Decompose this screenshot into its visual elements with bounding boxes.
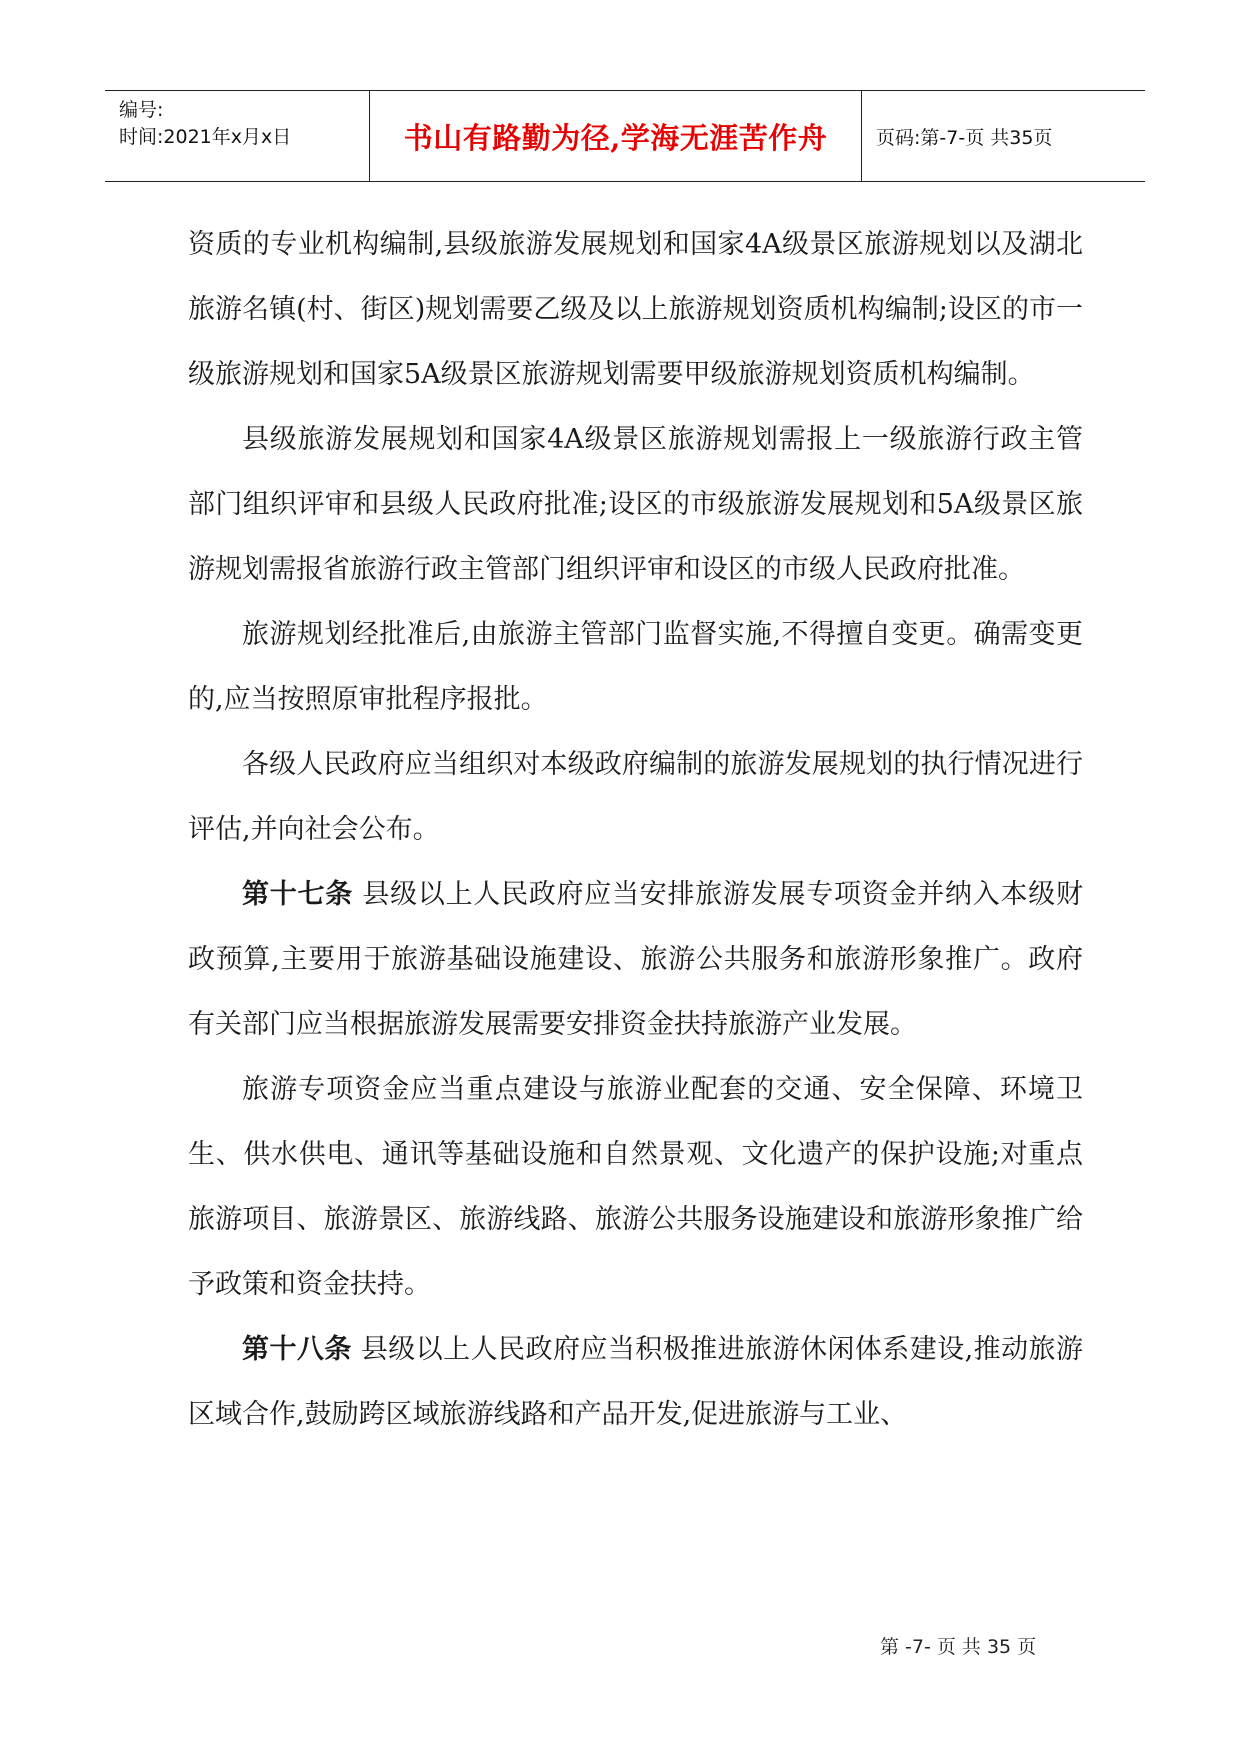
article-heading: 第十八条: [242, 1334, 352, 1365]
paragraph-text: 旅游专项资金应当重点建设与旅游业配套的交通、安全保障、环境卫生、供水供电、通讯等基础设施和自然景观、文化遗产的保护设施;对重点旅游项目、旅游景区、旅游线路、旅游公共服务设施建设和旅游形象推广给予政策和资金扶持。: [188, 1074, 1083, 1300]
document-header: [105, 90, 1145, 182]
document-body: [188, 212, 1083, 1447]
paragraph: [188, 1317, 1083, 1447]
document-date-label: 时间:2021年x月x日: [119, 126, 292, 148]
paragraph: [188, 407, 1083, 602]
paragraph-text: 县级以上人民政府应当安排旅游发展专项资金并纳入本级财政预算,主要用于旅游基础设施建设、旅游公共服务和旅游形象推广。政府有关部门应当根据旅游发展需要安排资金扶持旅游产业发展。: [188, 879, 1084, 1040]
article-heading: 第十七条: [242, 879, 353, 910]
paragraph-text: 资质的专业机构编制,县级旅游发展规划和国家4A级景区旅游规划以及湖北旅游名镇(村、街区)规划需要乙级及以上旅游规划资质机构编制;设区的市一级旅游规划和国家5A级景区旅游规划需要甲级旅游规划资质机构编制。: [188, 229, 1083, 390]
page-footer: 第 -7- 页 共 35 页: [880, 1636, 1037, 1658]
header-page-info: 页码:第-7-页 共35页: [876, 126, 1053, 149]
paragraph: [188, 602, 1083, 732]
paragraph: [188, 862, 1083, 1057]
paragraph-text: 县级以上人民政府应当积极推进旅游休闲体系建设,推动旅游区域合作,鼓励跨区域旅游线路和产品开发,促进旅游与工业、: [188, 1334, 1084, 1430]
paragraph-text: 各级人民政府应当组织对本级政府编制的旅游发展规划的执行情况进行评估,并向社会公布。: [188, 749, 1083, 845]
header-motto: 书山有路勤为径,学海无涯苦作舟: [370, 91, 862, 181]
header-meta: [105, 91, 370, 181]
paragraph-text: 县级旅游发展规划和国家4A级景区旅游规划需报上一级旅游行政主管部门组织评审和县级人民政府批准;设区的市级旅游发展规划和5A级景区旅游规划需报省旅游行政主管部门组织评审和设区的市级人民政府批准。: [188, 424, 1083, 585]
paragraph: [188, 212, 1083, 407]
paragraph-text: 旅游规划经批准后,由旅游主管部门监督实施,不得擅自变更。确需变更的,应当按照原审批程序报批。: [188, 619, 1083, 715]
paragraph: [188, 1057, 1083, 1317]
document-number-label: 编号:: [119, 99, 164, 121]
paragraph: [188, 732, 1083, 862]
